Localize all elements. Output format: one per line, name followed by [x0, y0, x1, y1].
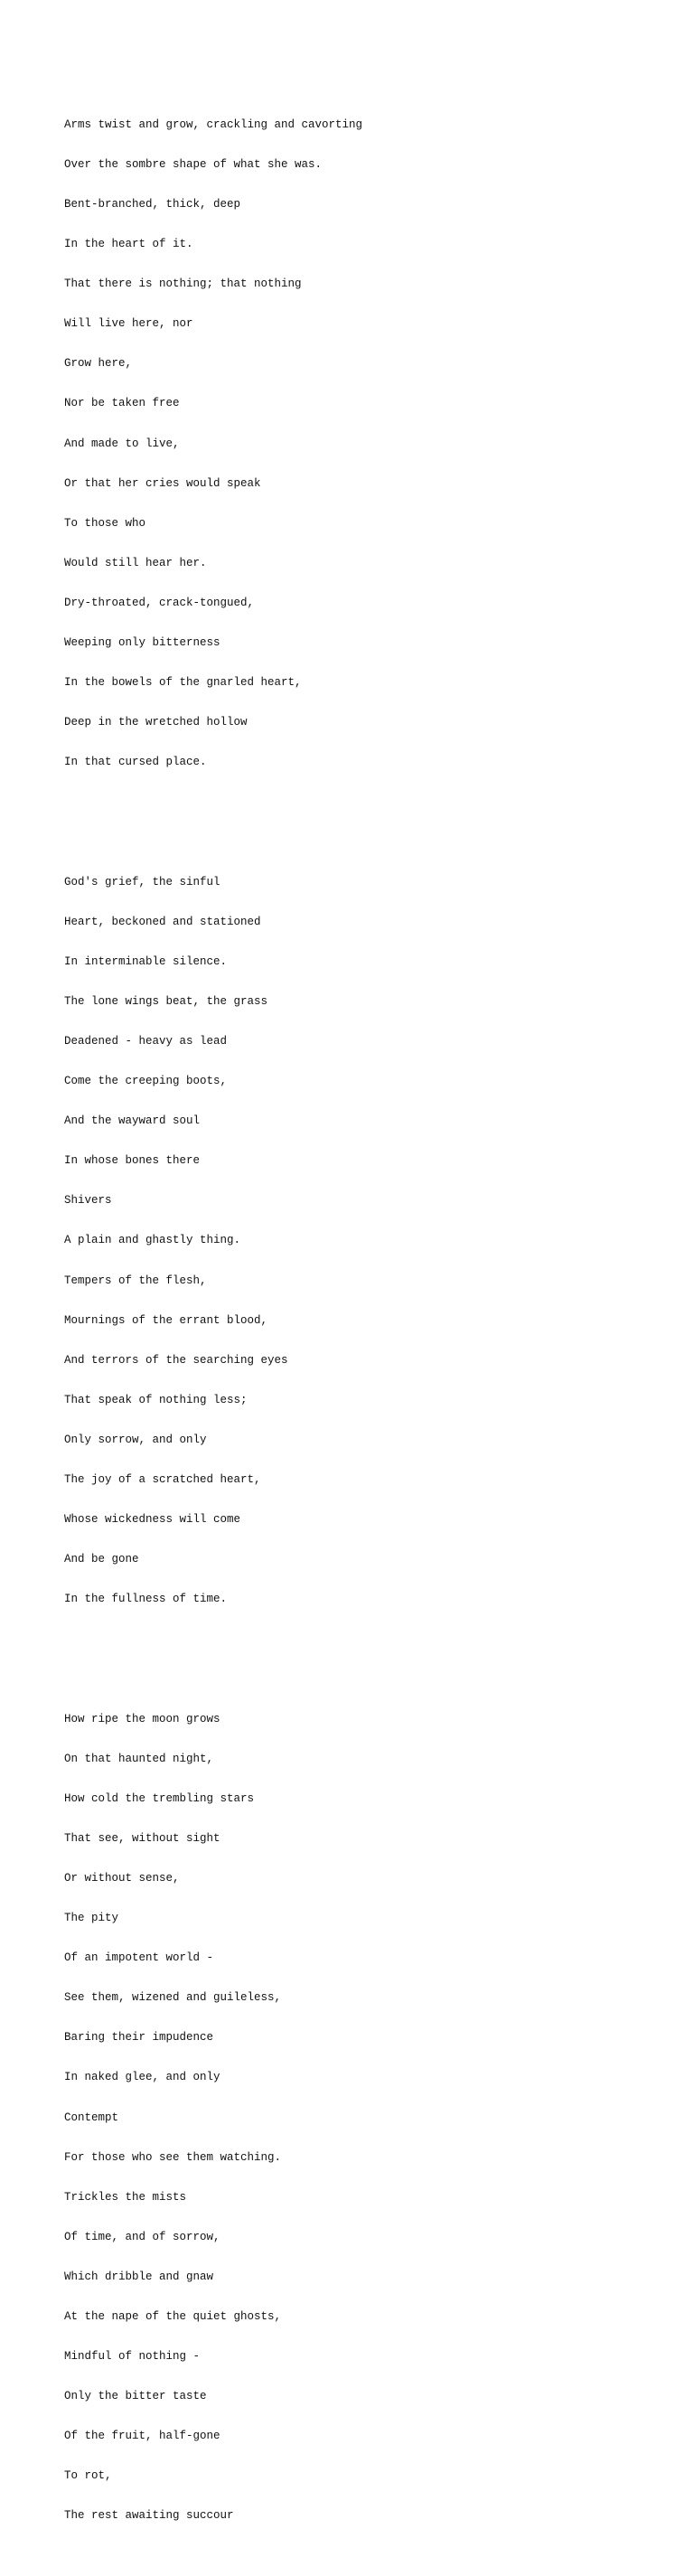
poem-line: Heart, beckoned and stationed: [64, 915, 261, 928]
poem-line: That there is nothing; that nothing: [64, 277, 302, 291]
poem-line: Trickles the mists: [64, 2190, 187, 2204]
poem-line: God's grief, the sinful: [64, 875, 220, 888]
poem-line: Tempers of the flesh,: [64, 1274, 207, 1287]
poem-line: Deep in the wretched hollow: [64, 716, 248, 729]
poem-line: In whose bones there: [64, 1154, 201, 1168]
poem-line: In the heart of it.: [64, 238, 193, 251]
stanza-1: [64, 91, 679, 795]
poem-line: Will live here, nor: [64, 317, 193, 331]
poem-line: In that cursed place.: [64, 756, 207, 769]
poem-line: Baring their impudence: [64, 2031, 214, 2045]
poem-line: On that haunted night,: [64, 1752, 214, 1765]
poem-line: That speak of nothing less;: [64, 1393, 248, 1406]
stanza-2: [64, 849, 679, 1632]
poem-line: Mindful of nothing -: [64, 2350, 201, 2364]
poem-line: The joy of a scratched heart,: [64, 1473, 261, 1487]
poem-line: Nor be taken free: [64, 397, 180, 410]
poem-line: Only the bitter taste: [64, 2390, 207, 2403]
poem-line: See them, wizened and guileless,: [64, 1991, 282, 2005]
poem-line: Dry-throated, crack-tongued,: [64, 596, 255, 609]
poem-line: Whose wickedness will come: [64, 1513, 241, 1527]
poem-line: In interminable silence.: [64, 954, 228, 968]
poem-line: Only sorrow, and only: [64, 1433, 207, 1446]
poem-line: In the fullness of time.: [64, 1593, 228, 1606]
poem-line: Of time, and of sorrow,: [64, 2230, 220, 2243]
poem-line: Shivers: [64, 1194, 112, 1208]
poem-line: And the wayward soul: [64, 1114, 201, 1128]
poem-line: The lone wings beat, the grass: [64, 994, 268, 1008]
poem-line: Deadened - heavy as lead: [64, 1034, 228, 1048]
poem-line: Of an impotent world -: [64, 1951, 214, 1965]
poem-line: Bent-branched, thick, deep: [64, 198, 241, 211]
stanza-3: [64, 1686, 679, 2549]
poem-page: [64, 65, 679, 2576]
poem-line: Arms twist and grow, crackling and cavorting: [64, 118, 363, 131]
poem-line: Would still hear her.: [64, 556, 207, 569]
poem-line: Or without sense,: [64, 1871, 180, 1885]
poem-line: In the bowels of the gnarled heart,: [64, 676, 302, 690]
poem-line: Over the sombre shape of what she was.: [64, 157, 323, 171]
poem-line: Or that her cries would speak: [64, 476, 261, 490]
poem-line: And made to live,: [64, 437, 180, 450]
poem-line: And be gone: [64, 1553, 139, 1566]
poem-line: To those who: [64, 516, 146, 530]
poem-line: That see, without sight: [64, 1831, 220, 1845]
poem-line: The pity: [64, 1912, 119, 1925]
poem-line: In naked glee, and only: [64, 2071, 220, 2084]
poem-line: The rest awaiting succour: [64, 2509, 234, 2523]
poem-line: To rot,: [64, 2469, 112, 2483]
poem-line: Mournings of the errant blood,: [64, 1313, 268, 1327]
poem-line: Contempt: [64, 2111, 119, 2124]
poem-line: How ripe the moon grows: [64, 1712, 220, 1725]
poem-line: Grow here,: [64, 357, 133, 371]
poem-line: Which dribble and gnaw: [64, 2270, 214, 2283]
poem-line: Of the fruit, half-gone: [64, 2430, 220, 2443]
poem-line: Come the creeping boots,: [64, 1075, 228, 1088]
poem-line: How cold the trembling stars: [64, 1791, 255, 1805]
poem-line: At the nape of the quiet ghosts,: [64, 2310, 282, 2323]
poem-line: Weeping only bitterness: [64, 636, 220, 650]
poem-line: A plain and ghastly thing.: [64, 1234, 241, 1247]
poem-line: For those who see them watching.: [64, 2150, 282, 2164]
poem-line: And terrors of the searching eyes: [64, 1353, 288, 1367]
